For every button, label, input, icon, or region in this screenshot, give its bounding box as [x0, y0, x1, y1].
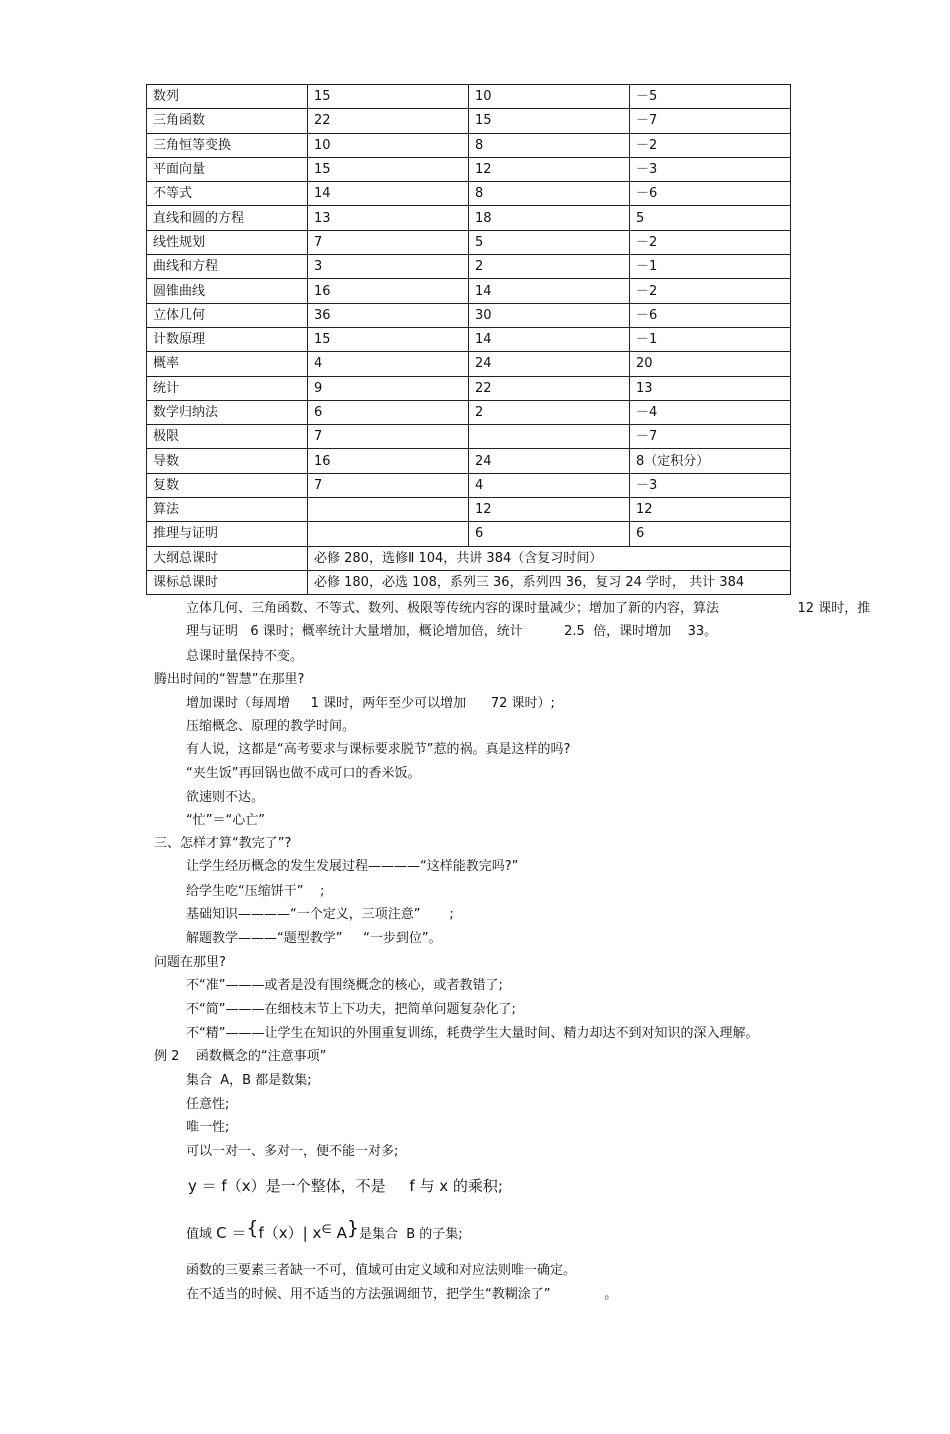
symbol-c: C: [216, 1224, 227, 1242]
table-cell: 复数: [147, 473, 308, 497]
table-row: [147, 376, 791, 400]
table-cell: 14: [469, 279, 630, 303]
table-cell: 6: [630, 522, 791, 546]
summary-value: 必修 180，必选 108，系列三 36，系列四 36，复习 24 学时， 共计 384: [308, 570, 791, 594]
table-row: [147, 182, 791, 206]
table-cell: 24: [469, 449, 630, 473]
table-row: [147, 133, 791, 157]
table-cell: 8: [469, 133, 630, 157]
table-row: [147, 352, 791, 376]
element-of-symbol: ∈: [321, 1222, 332, 1236]
paragraph-line: 总课时量保持不变。: [186, 649, 304, 664]
table-cell: 16: [308, 449, 469, 473]
paragraph-line: 不“准”———或者是没有围绕概念的核心，或者教错了;: [186, 978, 503, 993]
table-cell: －7: [630, 109, 791, 133]
table-cell: 13: [630, 376, 791, 400]
table-cell: 16: [308, 279, 469, 303]
table-cell: －2: [630, 230, 791, 254]
table-cell: 12: [469, 157, 630, 181]
paragraph-line: 函数的三要素三者缺一不可，值域可由定义域和对应法则唯一确定。: [186, 1263, 577, 1278]
table-cell: 统计: [147, 376, 308, 400]
table-cell: 数学归纳法: [147, 400, 308, 424]
left-brace: {: [246, 1217, 259, 1239]
table-cell: 圆锥曲线: [147, 279, 308, 303]
table-cell: 12: [630, 498, 791, 522]
paragraph-line: 不“精”———让学生在知识的外围重复训练，耗费学生大量时间、精力却达不到对知识的深入理解。: [186, 1026, 759, 1041]
table-cell: 数列: [147, 85, 308, 109]
table-cell: [308, 522, 469, 546]
table-cell: 立体几何: [147, 303, 308, 327]
set-builder: f（x）| x: [258, 1224, 322, 1242]
table-row: [147, 449, 791, 473]
text: 值域: [186, 1227, 217, 1242]
table-cell: －6: [630, 303, 791, 327]
section-heading: 例 2 函数概念的“注意事项”: [154, 1049, 327, 1064]
summary-label: 课标总课时: [147, 570, 308, 594]
table-cell: 7: [308, 473, 469, 497]
table-cell: －2: [630, 279, 791, 303]
table-row: [147, 85, 791, 109]
table-cell: 15: [469, 109, 630, 133]
paragraph-line: 增加课时（每周增 1 课时，两年至少可以增加 72 课时）;: [186, 696, 555, 711]
table-cell: 10: [469, 85, 630, 109]
table-cell: 13: [308, 206, 469, 230]
table-cell: 6: [469, 522, 630, 546]
table-cell: －1: [630, 255, 791, 279]
section-heading: 问题在那里?: [154, 955, 226, 970]
formula-line: y ＝ f（x）是一个整体，不是 f 与 x 的乘积;: [188, 1177, 503, 1195]
table-cell: －5: [630, 85, 791, 109]
paragraph-line: 压缩概念、原理的教学时间。: [186, 719, 356, 734]
paragraph-line: “忙”＝“心亡”: [186, 813, 265, 828]
table-cell: －2: [630, 133, 791, 157]
table-cell: 3: [308, 255, 469, 279]
table-cell: 2: [469, 400, 630, 424]
table-cell: 极限: [147, 425, 308, 449]
table-cell: 22: [308, 109, 469, 133]
table-cell: 15: [308, 327, 469, 351]
paragraph-line: “夹生饭”再回锅也做不成可口的香米饭。: [186, 766, 421, 781]
table-body: [147, 85, 791, 595]
table-cell: 5: [469, 230, 630, 254]
paragraph-line: 欲速则不达。: [186, 790, 265, 805]
table-cell: 7: [308, 230, 469, 254]
table-cell: 推理与证明: [147, 522, 308, 546]
table-row: [147, 400, 791, 424]
table-cell: －1: [630, 327, 791, 351]
right-brace: }: [346, 1217, 359, 1239]
table-cell: 三角函数: [147, 109, 308, 133]
paragraph-line: 给学生吃“压缩饼干” ;: [186, 884, 325, 899]
table-row: [147, 498, 791, 522]
table-cell: 5: [630, 206, 791, 230]
symbol-eq: ＝: [226, 1224, 247, 1242]
table-cell: －4: [630, 400, 791, 424]
section-heading: 腾出时间的“智慧”在那里?: [154, 672, 305, 687]
paragraph-line: 解题教学———“题型教学” “一步到位”。: [186, 931, 442, 946]
table-cell: 4: [469, 473, 630, 497]
table-cell: 概率: [147, 352, 308, 376]
table-cell: 直线和圆的方程: [147, 206, 308, 230]
table-cell: 9: [308, 376, 469, 400]
table-cell: 计数原理: [147, 327, 308, 351]
table-cell: 算法: [147, 498, 308, 522]
table-cell: －3: [630, 157, 791, 181]
table-row: [147, 157, 791, 181]
paragraph-line: 任意性;: [186, 1097, 230, 1112]
table-cell: －6: [630, 182, 791, 206]
paragraph-line: 立体几何、三角函数、不等式、数列、极限等传统内容的课时量减少；增加了新的内容，算法 12 课时，推: [186, 601, 871, 616]
table-cell: 14: [308, 182, 469, 206]
table-cell: 14: [469, 327, 630, 351]
table-cell: 平面向量: [147, 157, 308, 181]
table-cell: 6: [308, 400, 469, 424]
table-cell: 曲线和方程: [147, 255, 308, 279]
paragraph-line: 在不适当的时候、用不适当的方法强调细节，把学生“教糊涂了” 。: [186, 1287, 618, 1302]
table-cell: －3: [630, 473, 791, 497]
table-cell: 2: [469, 255, 630, 279]
table-row: [147, 327, 791, 351]
table-row: [147, 473, 791, 497]
paragraph-line: 可以一对一、多对一，便不能一对多;: [186, 1144, 399, 1159]
table-cell: 20: [630, 352, 791, 376]
table-cell: 30: [469, 303, 630, 327]
paragraph-line: 让学生经历概念的发生发展过程————“这样能教完吗?”: [186, 859, 519, 874]
table-cell: 22: [469, 376, 630, 400]
range-formula-line: [186, 1217, 463, 1243]
table-cell: 18: [469, 206, 630, 230]
paragraph-line: 有人说，这都是“高考要求与课标要求脱节”惹的祸。真是这样的吗?: [186, 742, 571, 757]
table-cell: －7: [630, 425, 791, 449]
table-cell: 4: [308, 352, 469, 376]
table-cell: 12: [469, 498, 630, 522]
table-row: [147, 279, 791, 303]
table-cell: 线性规划: [147, 230, 308, 254]
summary-label: 大纲总课时: [147, 546, 308, 570]
table-cell: 24: [469, 352, 630, 376]
paragraph-line: 集合 A，B 都是数集;: [186, 1073, 312, 1088]
summary-row: [147, 546, 791, 570]
table-cell: 不等式: [147, 182, 308, 206]
table-row: [147, 522, 791, 546]
table-cell: 8（定积分）: [630, 449, 791, 473]
table-row: [147, 303, 791, 327]
table-cell: 导数: [147, 449, 308, 473]
section-heading: 三、怎样才算“教完了”?: [154, 836, 292, 851]
summary-value: 必修 280，选修Ⅱ 104，共讲 384（含复习时间）: [308, 546, 791, 570]
paragraph-line: 理与证明 6 课时；概率统计大量增加，概论增加倍，统计 2.5 倍，课时增加 33。: [186, 624, 718, 639]
table-row: [147, 230, 791, 254]
table-cell: 三角恒等变换: [147, 133, 308, 157]
table-cell: 7: [308, 425, 469, 449]
table-row: [147, 206, 791, 230]
table-cell: 8: [469, 182, 630, 206]
summary-row: [147, 570, 791, 594]
table-cell: 36: [308, 303, 469, 327]
table-cell: 10: [308, 133, 469, 157]
table-row: [147, 255, 791, 279]
paragraph-line: 基础知识————“一个定义，三项注意” ;: [186, 907, 454, 922]
table-row: [147, 109, 791, 133]
class-hours-table: [146, 84, 791, 595]
table-row: [147, 425, 791, 449]
table-cell: [308, 498, 469, 522]
paragraph-line: 唯一性;: [186, 1120, 230, 1135]
text: 是集合 B 的子集;: [358, 1227, 463, 1242]
table-cell: 15: [308, 85, 469, 109]
symbol-a: A: [331, 1224, 347, 1242]
table-cell: 15: [308, 157, 469, 181]
table-cell: [469, 425, 630, 449]
paragraph-line: 不“简”———在细枝末节上下功夫，把简单问题复杂化了;: [186, 1002, 516, 1017]
